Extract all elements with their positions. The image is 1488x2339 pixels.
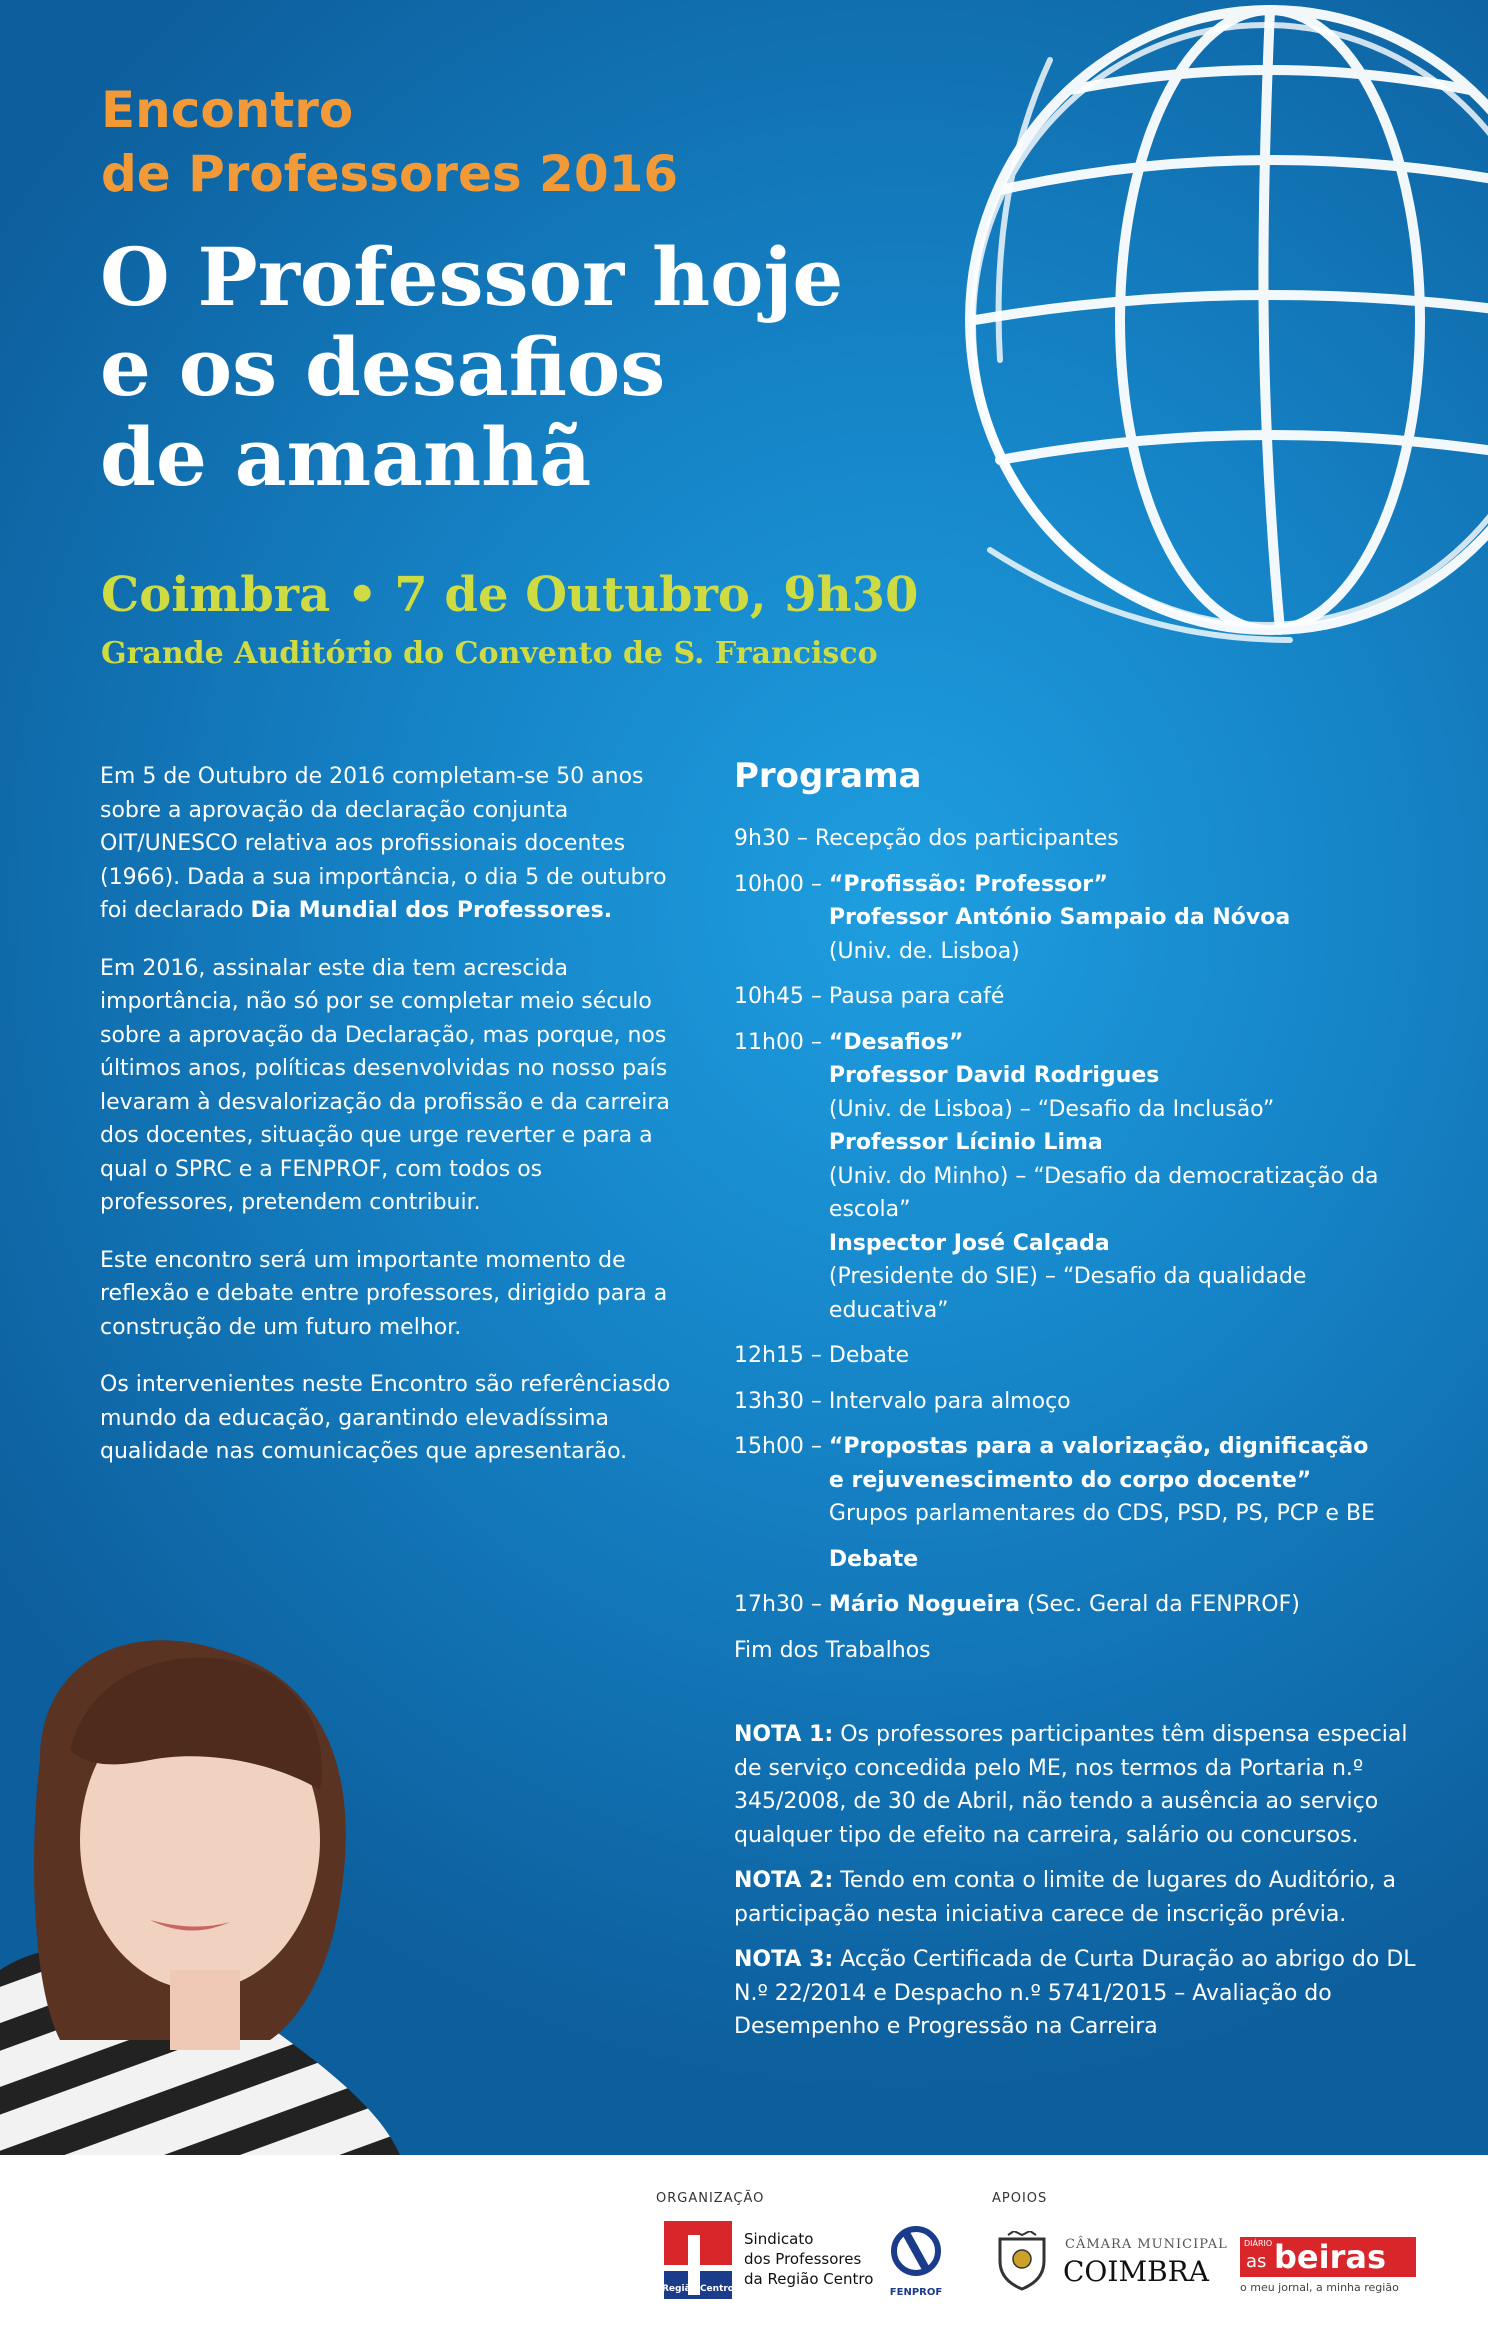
headline-line-2: e os desafios: [100, 320, 666, 414]
intro-paragraph-4: Os intervenientes neste Encontro são referênciasdo mundo da educação, garantindo elevadíssima qualidade nas comunicações que apresentarão.: [100, 1372, 671, 1464]
note-1: NOTA 1: Os professores participantes têm dispensa especial de serviço concedida pelo ME, nos termos da Portaria n.º 345/2008, de 30 de Abril, não tendo a ausência ao serviço qualquer tipo de efeito na carreira, salário ou concursos.: [734, 1722, 1408, 1848]
apoios-label: APOIOS: [992, 2191, 1048, 2206]
program-title: Programa: [734, 756, 922, 796]
program-item: 9h30 – Recepção dos participantes: [734, 826, 1119, 851]
program-list: [734, 822, 1424, 1679]
globe-illustration: [930, 0, 1488, 700]
headline: [100, 232, 843, 502]
program-item: 15h00 – “Propostas para a valorização, dignificação e rejuvenescimento do corpo docente” Grupos parlamentares do CDS, PSD, PS, PCP e BE Debate: [734, 1434, 1375, 1572]
program-item: Fim dos Trabalhos: [734, 1637, 931, 1663]
sprc-name: Sindicato dos Professores da Região Centro: [744, 2230, 874, 2288]
program-item: 10h45 – Pausa para café: [734, 984, 1005, 1009]
coimbra-crest-icon: [994, 2231, 1050, 2291]
event-line-1: Encontro: [101, 81, 354, 139]
organizacao-label: ORGANIZAÇÃO: [656, 2191, 765, 2206]
program-item: 10h00 – “Profissão: Professor” Professor António Sampaio da Nóvoa (Univ. de. Lisboa): [734, 871, 1291, 964]
fenprof-text: FENPROF: [889, 2287, 943, 2298]
camara-label: CÂMARA MUNICIPAL: [1065, 2237, 1228, 2252]
notes: [734, 1718, 1424, 2056]
intro-paragraph-2: Em 2016, assinalar este dia tem acrescida importância, não só por se completar meio século sobre a aprovação da Declaração, mas porque, nos últimos anos, políticas desenvolvidas no nosso país levaram à desvalorização da profissão e da carreira dos docentes, situação que urge reverter e para a qual o SPRC e a FENPROF, com todos os professores, pretendem contribuir.: [100, 955, 670, 1215]
program-item: 13h30 – Intervalo para almoço: [734, 1388, 1071, 1414]
intro-paragraph-3: Este encontro será um importante momento de reflexão e debate entre professores, dirigido para a construção de um futuro melhor.: [100, 1247, 668, 1340]
headline-line-1: O Professor hoje: [100, 230, 844, 324]
program-item: 12h15 – Debate: [734, 1343, 910, 1368]
intro-text: [100, 760, 680, 1493]
sprc-logo-text: Região Centro: [662, 2284, 734, 2294]
as-beiras-tagline: o meu jornal, a minha região: [1240, 2281, 1399, 2294]
teacher-photo: [0, 1640, 720, 2155]
headline-line-3: de amanhã: [100, 410, 592, 504]
footer: [0, 2155, 1488, 2339]
sprc-logo: [656, 2215, 740, 2305]
event-line-2: de Professores 2016: [101, 145, 679, 203]
fenprof-logo: [888, 2223, 944, 2303]
venue: Grande Auditório do Convento de S. Francisco: [101, 636, 878, 671]
as-beiras-logo: DIÁRIO as beiras: [1240, 2237, 1416, 2277]
coimbra-label: COIMBRA: [1063, 2255, 1209, 2288]
program-item: 17h30 – Mário Nogueira (Sec. Geral da FENPROF): [734, 1592, 1300, 1617]
event-title: [101, 78, 678, 206]
intro-paragraph-1: Em 5 de Outubro de 2016 completam-se 50 anos sobre a aprovação da declaração conjunta OIT/UNESCO relativa aos profissionais docentes (1966). Dada a sua importância, o dia 5 de outubro foi declarado Dia Mundial dos Professores.: [100, 764, 667, 923]
program-item: 11h00 – “Desafios” Professor David Rodrigues (Univ. de Lisboa) – “Desafio da Inclusão” Professor Lícinio Lima (Univ. do Minho) – “Desafio da democratização da escola” Inspector José Calçada (Presidente do SIE) – “Desafio da qualidade educativa”: [734, 1029, 1379, 1323]
note-2: NOTA 2: Tendo em conta o limite de lugares do Auditório, a participação nesta iniciativa carece de inscrição prévia.: [734, 1868, 1396, 1927]
note-3: NOTA 3: Acção Certificada de Curta Duração ao abrigo do DL N.º 22/2014 e Despacho n.º 5741/2015 – Avaliação do Desempenho e Progressão na Carreira: [734, 1947, 1416, 2039]
city-date: Coimbra • 7 de Outubro, 9h30: [101, 567, 919, 623]
